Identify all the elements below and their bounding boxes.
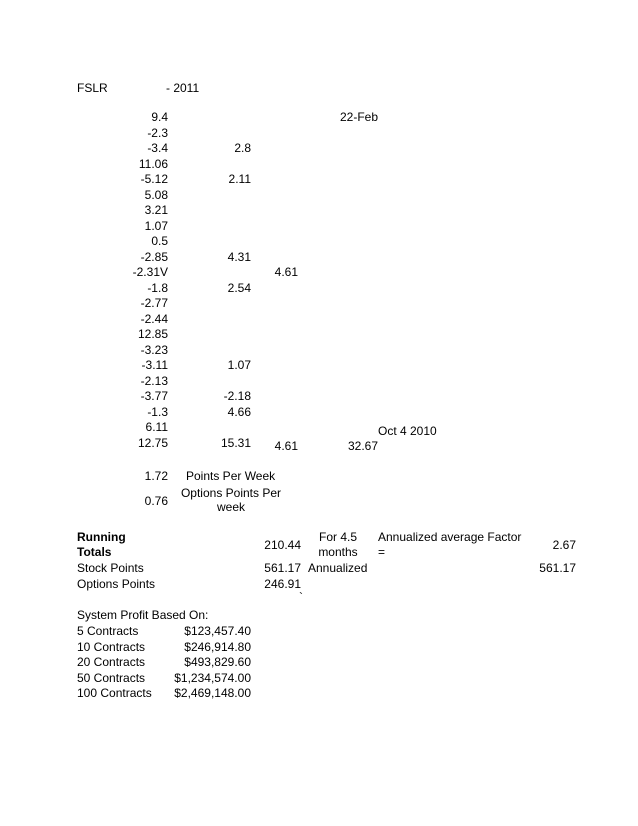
for-months-label: For 4.5 xyxy=(318,530,357,544)
points-per-week-label: Points Per Week xyxy=(186,469,276,483)
option-points-cell xyxy=(196,296,251,312)
ticker-label: FSLR xyxy=(77,81,108,95)
stock-points-cell: -2.3 xyxy=(147,125,168,140)
option-points-cell: 2.8 xyxy=(234,141,251,155)
totals-title: Totals xyxy=(77,545,112,559)
col3-mid-value: 4.61 xyxy=(274,265,298,279)
stock-points-cell: -3.11 xyxy=(141,358,168,372)
option-points-cell xyxy=(196,234,251,250)
option-points-cell: 2.54 xyxy=(227,280,251,295)
contracts-label: 20 Contracts xyxy=(77,655,146,669)
points-per-week-value: 1.72 xyxy=(144,469,168,483)
profit-value: $1,234,574.00 xyxy=(174,670,251,685)
contracts-label: 5 Contracts xyxy=(77,624,139,638)
stock-points-cell: 12.75 xyxy=(137,435,168,450)
weekly-option-points-column xyxy=(196,110,251,451)
stock-points-cell: -3.23 xyxy=(140,342,168,357)
option-points-cell xyxy=(196,157,251,173)
option-points-cell: 1.07 xyxy=(227,358,251,372)
stock-points-cell: -1.3 xyxy=(147,404,168,419)
end-date: Oct 4 2010 xyxy=(378,424,437,438)
options-per-week-label: Options Points Per xyxy=(180,486,282,500)
weekly-stock-points-column xyxy=(104,110,168,451)
stock-points-cell: -2.85 xyxy=(140,249,168,264)
option-points-cell xyxy=(196,203,251,219)
totals-col4: 32.67 xyxy=(347,439,378,453)
option-points-cell xyxy=(196,312,251,328)
stock-points-cell: 6.11 xyxy=(145,420,168,434)
option-points-cell: 2.11 xyxy=(228,172,251,186)
stock-points-cell: 12.85 xyxy=(137,327,168,341)
option-points-cell: -2.18 xyxy=(223,389,251,403)
stock-points-cell: -5.12 xyxy=(140,172,168,186)
stock-points-cell: 1.07 xyxy=(144,218,168,233)
factor-value: 2.67 xyxy=(552,538,576,552)
profit-value: $123,457.40 xyxy=(184,624,251,638)
profit-value: $493,829.60 xyxy=(184,655,251,669)
annualized-factor-label: Annualized average Factor xyxy=(378,530,522,544)
year-label: - 2011 xyxy=(166,81,200,95)
option-points-cell xyxy=(196,188,251,204)
stock-points-cell: -2.31V xyxy=(132,265,168,279)
profit-value: $2,469,148.00 xyxy=(174,686,251,700)
profit-value: $246,914.80 xyxy=(184,639,251,654)
start-date: 22-Feb xyxy=(340,110,379,124)
stock-points-cell: -2.77 xyxy=(140,296,168,310)
options-per-week-label-2: week xyxy=(216,500,245,514)
contracts-label: 50 Contracts xyxy=(77,670,146,685)
stock-points-cell: 9.4 xyxy=(151,110,168,124)
running-total-value: 210.44 xyxy=(264,538,301,552)
option-points-cell xyxy=(196,126,251,142)
option-points-cell xyxy=(196,265,251,281)
for-months-label-2: months xyxy=(318,545,358,559)
stock-points-cell: -2.44 xyxy=(140,311,168,326)
stock-points-cell: -3.77 xyxy=(140,389,168,403)
option-points-cell xyxy=(196,343,251,359)
option-points-cell: 4.66 xyxy=(227,404,251,419)
stock-points-cell: -2.13 xyxy=(140,373,168,388)
totals-col3: 4.61 xyxy=(274,439,298,453)
stock-points-cell: 3.21 xyxy=(144,203,168,217)
contracts-label: 100 Contracts xyxy=(77,686,152,700)
annualized-factor-equals: = xyxy=(378,545,386,559)
tick-mark: ` xyxy=(299,590,303,604)
stock-points-cell: -3.4 xyxy=(147,141,168,155)
stock-points-cell: 0.5 xyxy=(151,234,168,248)
options-points-label: Options Points xyxy=(77,577,156,591)
stock-points-value: 561.17 xyxy=(264,561,301,575)
stock-points-cell: 11.06 xyxy=(138,156,168,171)
option-points-cell xyxy=(196,219,251,235)
contracts-label: 10 Contracts xyxy=(77,639,146,654)
stock-points-cell: 5.08 xyxy=(144,187,168,202)
annualized-label: Annualized xyxy=(308,561,368,575)
options-points-value: 246.91 xyxy=(264,577,301,591)
option-points-cell xyxy=(196,110,251,126)
options-per-week-value: 0.76 xyxy=(144,494,168,508)
option-points-cell: 15.31 xyxy=(220,435,251,450)
profit-title: System Profit Based On: xyxy=(77,608,209,622)
option-points-cell xyxy=(196,374,251,390)
stock-points-label: Stock Points xyxy=(77,561,144,575)
stock-points-cell: -1.8 xyxy=(147,280,168,295)
option-points-cell xyxy=(196,420,251,436)
option-points-cell: 4.31 xyxy=(227,249,251,264)
running-title: Running xyxy=(77,530,126,544)
annualized-value: 561.17 xyxy=(539,561,576,575)
option-points-cell xyxy=(196,327,251,343)
